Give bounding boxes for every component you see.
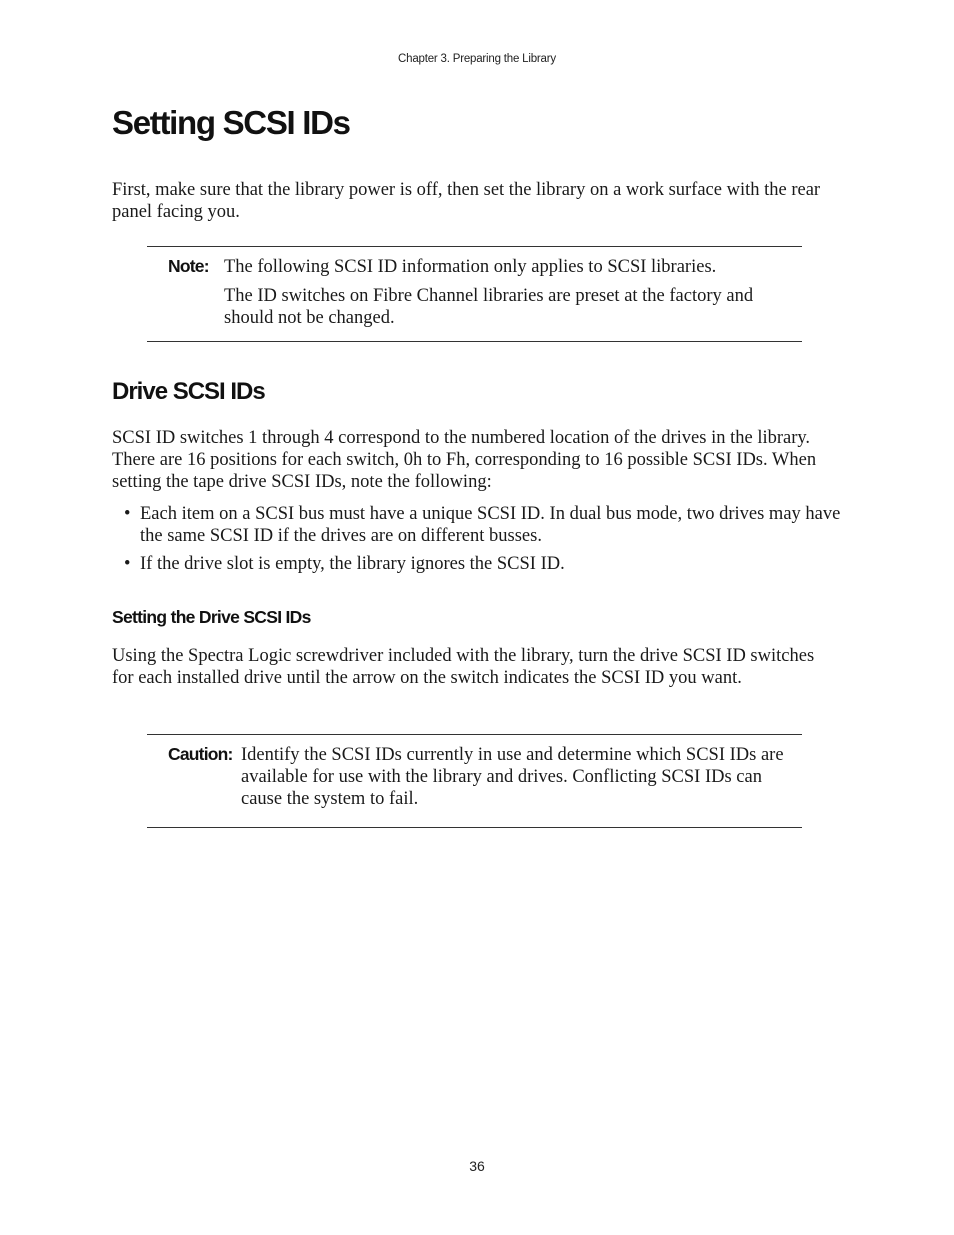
page-title: Setting SCSI IDs: [112, 104, 350, 141]
intro-paragraph: First, make sure that the library power is off, then set the library on a work surface with the rear panel facing you.: [112, 180, 821, 222]
note-line-1: The following SCSI ID information only applies to SCSI libraries.: [224, 257, 717, 277]
setting-drive-ids-paragraph: Using the Spectra Logic screwdriver included with the library, turn the drive SCSI ID switches for each installed drive until the arrow on the switch indicates the SCSI ID you want.: [112, 646, 815, 688]
list-item: Each item on a SCSI bus must have a unique SCSI ID. In dual bus mode, two drives may have the same SCSI ID if the drives are on different busses.: [140, 504, 841, 546]
note-line-2: The ID switches on Fibre Channel libraries are preset at the factory and should not be changed.: [224, 286, 754, 328]
note-label: Note:: [168, 256, 209, 276]
subsection-heading: Setting the Drive SCSI IDs: [112, 607, 311, 627]
caution-text: Identify the SCSI IDs currently in use and determine which SCSI IDs are available for use with the library and drives. Conflicting SCSI IDs can cause the system to fail.: [241, 745, 784, 809]
page-number: 36: [469, 1158, 485, 1174]
section-heading-drive-scsi-ids: Drive SCSI IDs: [112, 378, 265, 405]
note-top-rule: [147, 246, 802, 247]
caution-label: Caution:: [168, 744, 233, 764]
drive-scsi-ids-paragraph: SCSI ID switches 1 through 4 correspond to the numbered location of the drives in the library. There are 16 positions for each switch, 0h to Fh, corresponding to 16 possible SCSI IDs. When setting the tape drive SCSI IDs, note the following:: [112, 428, 817, 492]
bullet-marker: •: [124, 504, 131, 524]
running-header: Chapter 3. Preparing the Library: [398, 53, 556, 65]
caution-top-rule: [147, 734, 802, 735]
bullet-marker: •: [124, 554, 131, 574]
list-item: If the drive slot is empty, the library ignores the SCSI ID.: [140, 554, 565, 574]
note-bottom-rule: [147, 341, 802, 342]
caution-bottom-rule: [147, 827, 802, 828]
